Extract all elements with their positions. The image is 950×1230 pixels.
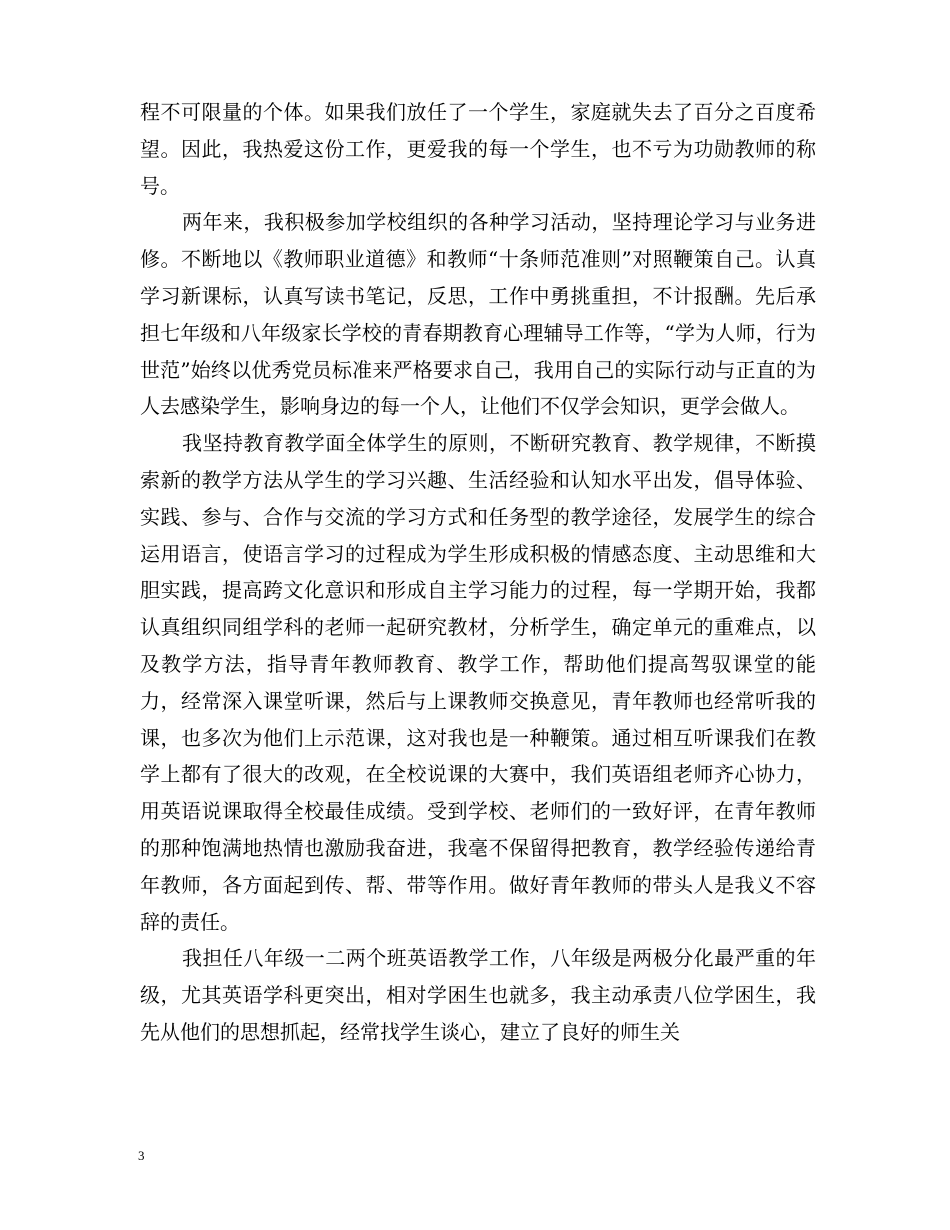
- document-body: [140, 94, 816, 1051]
- paragraph-3: 我坚持教育教学面全体学生的原则，不断研究教育、教学规律，不断摸索新的教学方法从学生的学习兴趣、生活经验和认知水平出发，倡导体验、实践、参与、合作与交流的学习方式和任务型的教学途径，发展学生的综合运用语言，使语言学习的过程成为学生形成积极的情感态度、主动思维和大胆实践，提高跨文化意识和形成自主学习能力的过程，每一学期开始，我都认真组织同组学科的老师一起研究教材，分析学生，确定单元的重难点，以及教学方法，指导青年教师教育、教学工作，帮助他们提高驾驭课堂的能力，经常深入课堂听课，然后与上课教师交换意见，青年教师也经常听我的课，也多次为他们上示范课，这对我也是一种鞭策。通过相互听课我们在教学上都有了很大的改观，在全校说课的大赛中，我们英语组老师齐心协力，用英语说课取得全校最佳成绩。受到学校、老师们的一致好评，在青年教师的那种饱满地热情也激励我奋进，我毫不保留得把教育，教学经验传递给青年教师，各方面起到传、帮、带等作用。做好青年教师的带头人是我义不容辞的责任。: [140, 431, 816, 934]
- paragraph-2: 两年来，我积极参加学校组织的各种学习活动，坚持理论学习与业务进修。不断地以《教师职业道德》和教师“十条师范准则”对照鞭策自己。认真学习新课标，认真写读书笔记，反思，工作中勇挑重担，不计报酬。先后承担七年级和八年级家长学校的青春期教育心理辅导工作等，“学为人师，行为世范”始终以优秀党员标准来严格要求自己，我用自己的实际行动与正直的为人去感染学生，影响身边的每一个人，让他们不仅学会知识，更学会做人。: [140, 210, 816, 419]
- page-number: 3: [138, 1148, 145, 1163]
- paragraph-1: 程不可限量的个体。如果我们放任了一个学生，家庭就失去了百分之百度希望。因此，我热爱这份工作，更爱我的每一个学生，也不亏为功勋教师的称号。: [140, 100, 816, 198]
- paragraph-4: 我担任八年级一二两个班英语教学工作，八年级是两极分化最严重的年级，尤其英语学科更突出，相对学困生也就多，我主动承责八位学困生，我先从他们的思想抓起，经常找学生谈心，建立了良好的师生关: [140, 946, 816, 1044]
